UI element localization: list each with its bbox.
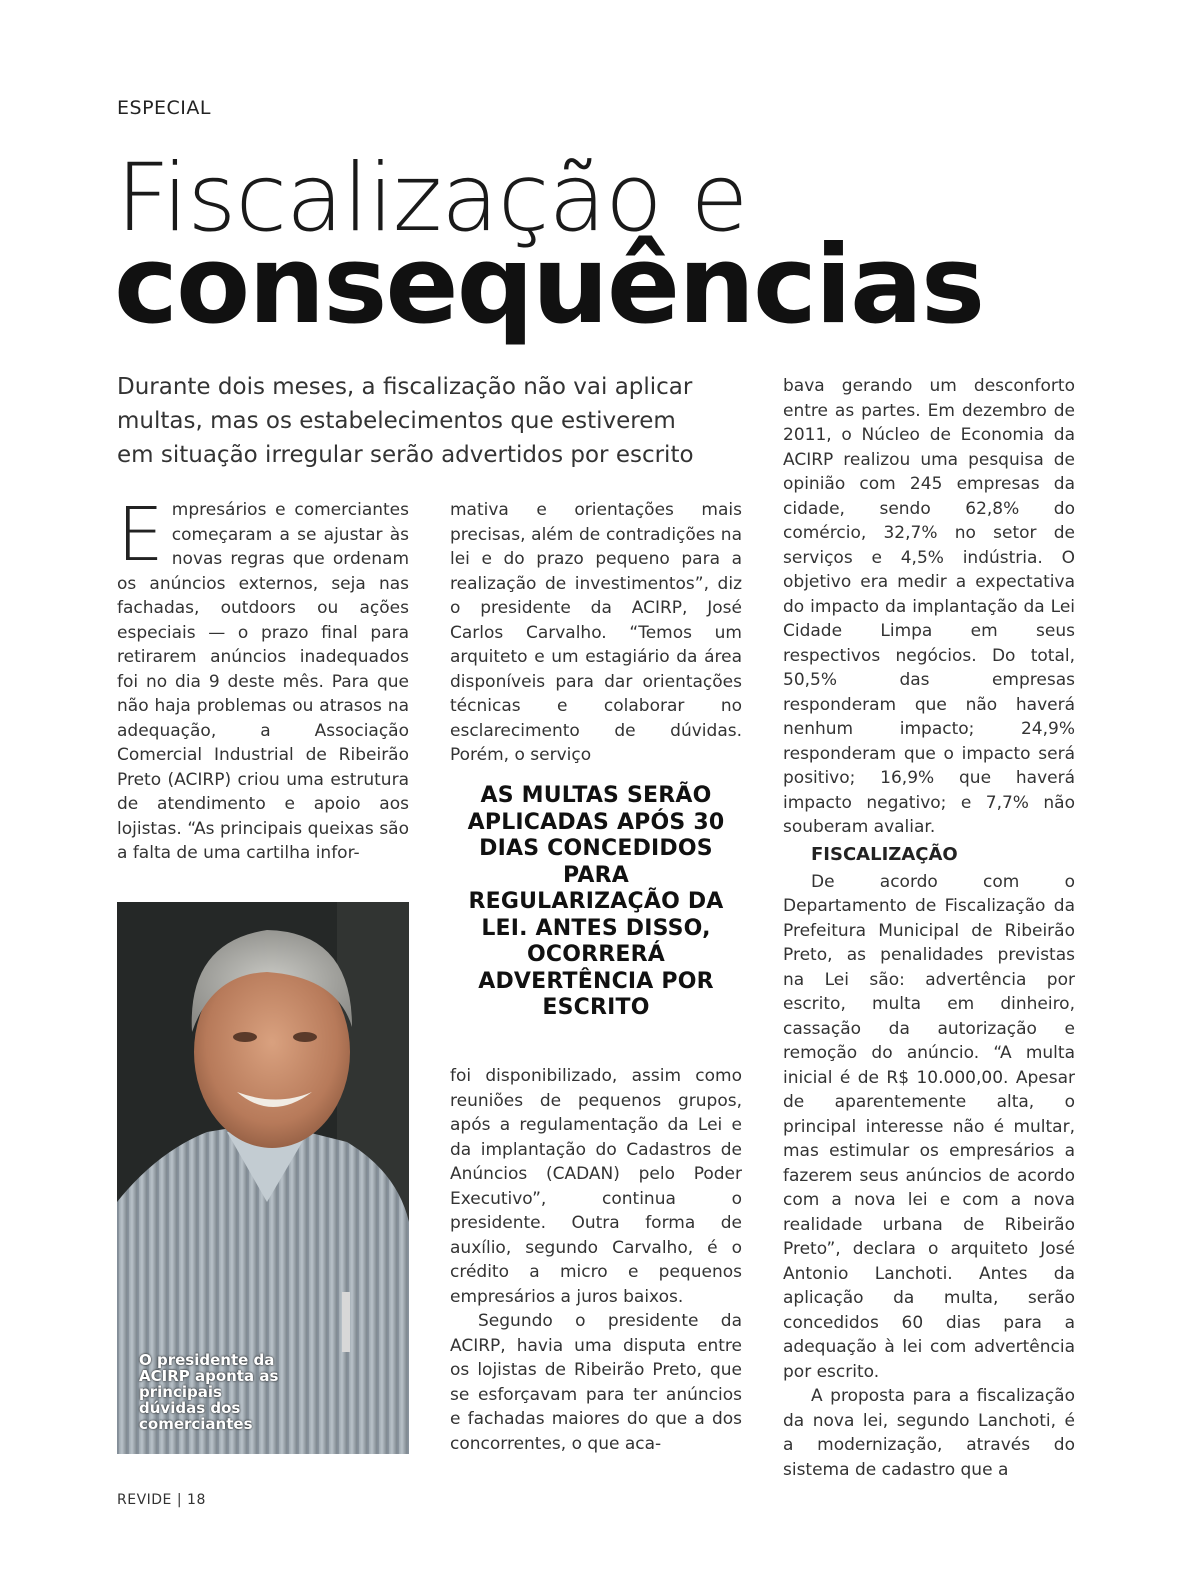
footer-separator: |	[176, 1492, 183, 1508]
article-paragraph	[117, 492, 409, 866]
article-column-3-top	[783, 374, 1075, 840]
subtitle-deck: Durante dois meses, a fiscalização não vai aplicar multas, mas os estabelecimentos que estiverem em situação irregular serão advertidos por escrito	[117, 374, 694, 468]
magazine-name: REVIDE	[117, 1492, 172, 1508]
article-column-2-top	[450, 498, 742, 768]
article-paragraph: mativa e orientações mais precisas, além de contradições na lei e do prazo pequeno para a realização de investimentos”, diz o presidente da ACIRP, José Carlos Carvalho. “Temos um arquiteto e um estagiário da área disponíveis para dar orientações técnicas e colaborar no esclarecimento de dúvidas. Porém, o serviço	[450, 500, 742, 765]
page-number: 18	[187, 1492, 206, 1508]
article-column-3-bottom	[783, 843, 1075, 1482]
drop-cap: E	[117, 492, 164, 578]
article-paragraph: Segundo o presidente da ACIRP, havia uma disputa entre os lojistas de Ribeirão Preto, que se esforçavam para ter anúncios e fachadas maiores do que a dos concorrentes, o que aca-	[450, 1311, 742, 1454]
section-subhead: FISCALIZAÇÃO	[811, 844, 958, 865]
article-paragraph: De acordo com o Departamento de Fiscalização da Prefeitura Municipal de Ribeirão Preto, as penalidades previstas na Lei são: advertência por escrito, multa em dinheiro, cassação da autorização e remoção do anúncio. “A multa inicial é de R$ 10.000,00. Apesar de aparentemente alta, o principal interesse não é multar, mas estimular os empresários a fazerem seus anúncios de acordo com a nova lei e com a nova realidade urbana de Ribeirão Preto”, declara o arquiteto José Antonio Lanchoti. Antes da aplicação da multa, serão concedidos 60 dias para a adequação à lei com advertência por escrito.	[783, 871, 1075, 1382]
article-paragraph: foi disponibilizado, assim como reuniões de pequenos grupos, após a regulamentação da Lei e da implantação do Cadastros de Anúncios (CADAN) pelo Poder Executivo”, continua o presidente. Outra forma de auxílio, segundo Carvalho, é o crédito a micro e pequenos empresários a juros baixos.	[450, 1066, 742, 1307]
section-tag: ESPECIAL	[117, 97, 211, 119]
article-column-1	[117, 492, 409, 866]
president-photo	[117, 902, 409, 1454]
article-paragraph: A proposta para a fiscalização da nova lei, segundo Lanchoti, é a modernização, através do sistema de cadastro que a	[783, 1386, 1075, 1480]
headline-line-1: Fiscalização e	[116, 144, 748, 253]
article-text: mpresários e comerciantes começaram a se ajustar às novas regras que ordenam os anúncios externos, seja nas fachadas, outdoors ou ações especiais — o prazo final para retirarem anúncios inadequados foi no dia 9 deste mês. Para que não haja problemas ou atrasos na adequação, a Associação Comercial Industrial de Ribeirão Preto (ACIRP) criou uma estrutura de atendimento e apoio aos lojistas. “As principais queixas são a falta de uma cartilha infor-	[117, 500, 409, 863]
page-footer	[117, 1492, 206, 1508]
pull-quote: AS MULTAS SERÃO APLICADAS APÓS 30 DIAS CONCEDIDOS PARA REGULARIZAÇÃO DA LEI. ANTES DISSO, OCORRERÁ ADVERTÊNCIA POR ESCRITO	[467, 783, 725, 1020]
photo-caption: O presidente da ACIRP aponta as principais dúvidas dos comerciantes	[139, 1351, 279, 1433]
headline-line-2: consequências	[114, 223, 984, 348]
article-paragraph: bava gerando um desconforto entre as partes. Em dezembro de 2011, o Núcleo de Economia da ACIRP realizou uma pesquisa de opinião com 245 empresas da cidade, sendo 62,8% do comércio, 32,7% no setor de serviços e 4,5% indústria. O objetivo era medir a expectativa do impacto da implantação da Lei Cidade Limpa em seus respectivos negócios. Do total, 50,5% das empresas responderam que não haverá nenhum impacto; 24,9% responderam que o impacto será positivo; 16,9% que haverá impacto negativo; e 7,7% não souberam avaliar.	[783, 376, 1075, 837]
article-column-2-bottom	[450, 1064, 742, 1456]
